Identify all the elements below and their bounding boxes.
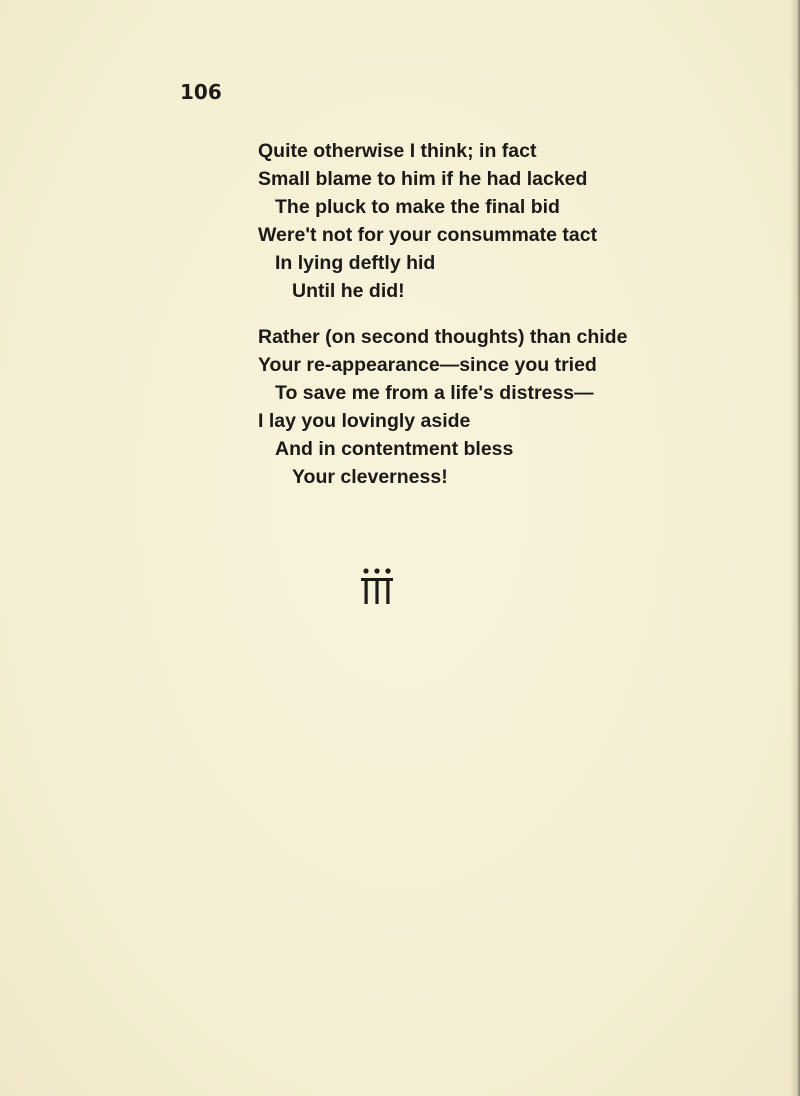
poem-line: Were't not for your consummate tact bbox=[258, 224, 598, 246]
poem-line: In lying deftly hid bbox=[275, 252, 436, 274]
three-dot-ornament-icon bbox=[360, 566, 394, 606]
poem-line: To save me from a life's distress— bbox=[275, 382, 594, 404]
poem-line: Quite otherwise I think; in fact bbox=[258, 140, 537, 162]
poem-line: Rather (on second thoughts) than chide bbox=[258, 326, 628, 348]
poem-line: Your cleverness! bbox=[292, 466, 448, 488]
poem-line: I lay you lovingly aside bbox=[258, 410, 471, 432]
poem-line: The pluck to make the final bid bbox=[275, 196, 560, 218]
poem-line: And in contentment bless bbox=[275, 438, 514, 460]
poem-line: Your re-appearance—since you tried bbox=[258, 354, 597, 376]
poem-line: Until he did! bbox=[292, 280, 405, 302]
page-edge-shadow bbox=[790, 0, 800, 1096]
page-number: 106 bbox=[180, 80, 222, 104]
poem-line: Small blame to him if he had lacked bbox=[258, 168, 588, 190]
